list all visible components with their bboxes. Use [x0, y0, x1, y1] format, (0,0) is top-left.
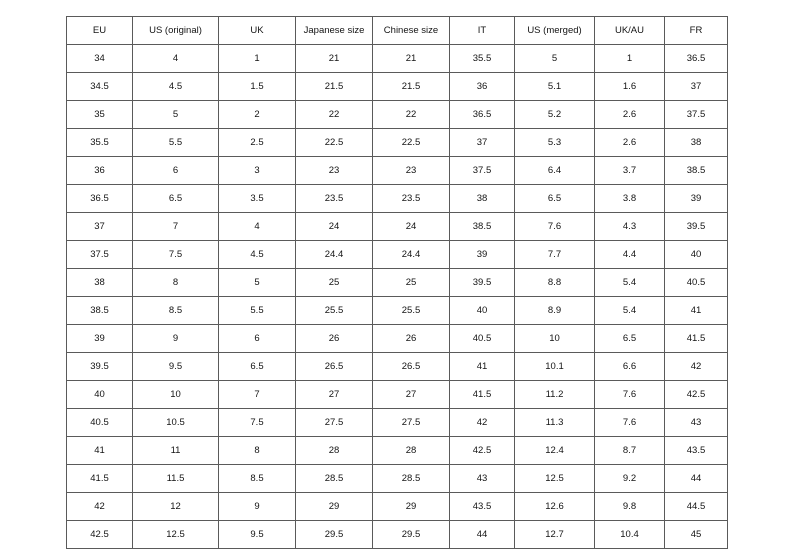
table-cell: 38.5 — [450, 213, 515, 241]
table-cell: 12.6 — [515, 493, 595, 521]
table-cell: 34.5 — [67, 73, 133, 101]
table-row — [67, 325, 728, 353]
table-row — [67, 129, 728, 157]
table-cell: 43.5 — [450, 493, 515, 521]
table-row — [67, 45, 728, 73]
table-cell: 1.6 — [595, 73, 665, 101]
table-cell: 40.5 — [665, 269, 728, 297]
table-cell: 29 — [296, 493, 373, 521]
table-cell: 1.5 — [219, 73, 296, 101]
table-cell: 12.5 — [133, 521, 219, 549]
table-cell: 41 — [67, 437, 133, 465]
table-cell: 41.5 — [450, 381, 515, 409]
table-cell: 43 — [450, 465, 515, 493]
table-cell: 36 — [450, 73, 515, 101]
table-cell: 6.5 — [219, 353, 296, 381]
table-cell: 5.1 — [515, 73, 595, 101]
table-cell: 23.5 — [373, 185, 450, 213]
table-cell: 22 — [296, 101, 373, 129]
table-cell: 9.5 — [133, 353, 219, 381]
table-cell: 9.2 — [595, 465, 665, 493]
table-cell: 8 — [133, 269, 219, 297]
table-cell: 44.5 — [665, 493, 728, 521]
table-cell: 22.5 — [296, 129, 373, 157]
table-cell: 8 — [219, 437, 296, 465]
table-cell: 29.5 — [296, 521, 373, 549]
table-cell: 2 — [219, 101, 296, 129]
table-cell: 42 — [665, 353, 728, 381]
table-cell: 41 — [450, 353, 515, 381]
table-row — [67, 213, 728, 241]
table-cell: 42.5 — [665, 381, 728, 409]
column-header: US (merged) — [515, 17, 595, 45]
table-cell: 34 — [67, 45, 133, 73]
table-cell: 25.5 — [296, 297, 373, 325]
table-cell: 5 — [219, 269, 296, 297]
table-cell: 4.3 — [595, 213, 665, 241]
table-row — [67, 101, 728, 129]
table-cell: 44 — [450, 521, 515, 549]
table-cell: 40.5 — [67, 409, 133, 437]
table-cell: 12.4 — [515, 437, 595, 465]
table-cell: 7.6 — [595, 381, 665, 409]
table-cell: 28 — [373, 437, 450, 465]
table-cell: 43 — [665, 409, 728, 437]
table-cell: 8.5 — [219, 465, 296, 493]
table-cell: 37 — [665, 73, 728, 101]
table-row — [67, 465, 728, 493]
table-cell: 24 — [296, 213, 373, 241]
table-cell: 4 — [219, 213, 296, 241]
table-cell: 1 — [595, 45, 665, 73]
table-cell: 10.1 — [515, 353, 595, 381]
table-cell: 38 — [67, 269, 133, 297]
table-row — [67, 437, 728, 465]
table-cell: 4.5 — [133, 73, 219, 101]
table-cell: 35 — [67, 101, 133, 129]
table-cell: 27 — [296, 381, 373, 409]
table-cell: 28 — [296, 437, 373, 465]
table-cell: 40 — [665, 241, 728, 269]
table-cell: 1 — [219, 45, 296, 73]
table-cell: 11.2 — [515, 381, 595, 409]
table-row — [67, 381, 728, 409]
table-cell: 37.5 — [67, 241, 133, 269]
table-cell: 5.4 — [595, 269, 665, 297]
table-cell: 39 — [450, 241, 515, 269]
table-cell: 35.5 — [67, 129, 133, 157]
table-cell: 42 — [67, 493, 133, 521]
table-cell: 38.5 — [67, 297, 133, 325]
table-cell: 5 — [515, 45, 595, 73]
table-cell: 25 — [373, 269, 450, 297]
table-row — [67, 157, 728, 185]
table-cell: 43.5 — [665, 437, 728, 465]
table-cell: 23.5 — [296, 185, 373, 213]
table-cell: 21.5 — [373, 73, 450, 101]
table-cell: 24.4 — [296, 241, 373, 269]
table-cell: 7.5 — [133, 241, 219, 269]
table-cell: 3.5 — [219, 185, 296, 213]
table-cell: 21 — [296, 45, 373, 73]
table-cell: 11 — [133, 437, 219, 465]
table-cell: 27 — [373, 381, 450, 409]
table-cell: 45 — [665, 521, 728, 549]
table-cell: 26.5 — [373, 353, 450, 381]
table-row — [67, 409, 728, 437]
table-cell: 5.5 — [133, 129, 219, 157]
table-cell: 8.8 — [515, 269, 595, 297]
table-cell: 8.7 — [595, 437, 665, 465]
table-cell: 9 — [133, 325, 219, 353]
table-cell: 40.5 — [450, 325, 515, 353]
table-cell: 6.5 — [515, 185, 595, 213]
table-cell: 24.4 — [373, 241, 450, 269]
table-cell: 11.3 — [515, 409, 595, 437]
table-cell: 38 — [450, 185, 515, 213]
table-cell: 4 — [133, 45, 219, 73]
table-cell: 36.5 — [450, 101, 515, 129]
table-header-row — [67, 17, 728, 45]
table-header — [67, 17, 728, 45]
table-cell: 11.5 — [133, 465, 219, 493]
table-cell: 38.5 — [665, 157, 728, 185]
table-cell: 10.4 — [595, 521, 665, 549]
table-cell: 22 — [373, 101, 450, 129]
table-cell: 6 — [133, 157, 219, 185]
table-cell: 26 — [373, 325, 450, 353]
table-cell: 39.5 — [450, 269, 515, 297]
table-cell: 38 — [665, 129, 728, 157]
column-header: UK — [219, 17, 296, 45]
column-header: US (original) — [133, 17, 219, 45]
table-cell: 2.6 — [595, 101, 665, 129]
table-cell: 42.5 — [450, 437, 515, 465]
table-cell: 39 — [665, 185, 728, 213]
table-cell: 37.5 — [665, 101, 728, 129]
column-header: UK/AU — [595, 17, 665, 45]
table-cell: 10 — [515, 325, 595, 353]
table-cell: 42 — [450, 409, 515, 437]
table-cell: 5.5 — [219, 297, 296, 325]
table-cell: 6.6 — [595, 353, 665, 381]
table-row — [67, 493, 728, 521]
table-cell: 39.5 — [665, 213, 728, 241]
table-cell: 7.6 — [515, 213, 595, 241]
table-cell: 36.5 — [665, 45, 728, 73]
table-cell: 40 — [67, 381, 133, 409]
table-cell: 3.7 — [595, 157, 665, 185]
table-cell: 12 — [133, 493, 219, 521]
table-cell: 6.4 — [515, 157, 595, 185]
table-cell: 8.5 — [133, 297, 219, 325]
table-cell: 28.5 — [373, 465, 450, 493]
table-cell: 21.5 — [296, 73, 373, 101]
table-cell: 44 — [665, 465, 728, 493]
column-header: EU — [67, 17, 133, 45]
table-cell: 6.5 — [133, 185, 219, 213]
table-cell: 2.6 — [595, 129, 665, 157]
table-cell: 41.5 — [665, 325, 728, 353]
table-cell: 10.5 — [133, 409, 219, 437]
table-cell: 22.5 — [373, 129, 450, 157]
table-cell: 5.4 — [595, 297, 665, 325]
column-header: Chinese size — [373, 17, 450, 45]
column-header: IT — [450, 17, 515, 45]
table-row — [67, 73, 728, 101]
table-row — [67, 521, 728, 549]
table-row — [67, 269, 728, 297]
table-cell: 26.5 — [296, 353, 373, 381]
table-cell: 7.6 — [595, 409, 665, 437]
table-cell: 28.5 — [296, 465, 373, 493]
table-row — [67, 297, 728, 325]
shoe-size-conversion-table — [66, 16, 728, 549]
table-cell: 37.5 — [450, 157, 515, 185]
table-cell: 10 — [133, 381, 219, 409]
table-cell: 7 — [133, 213, 219, 241]
table-cell: 5 — [133, 101, 219, 129]
table-cell: 29 — [373, 493, 450, 521]
table-cell: 8.9 — [515, 297, 595, 325]
table-cell: 41 — [665, 297, 728, 325]
table-cell: 7.5 — [219, 409, 296, 437]
table-cell: 29.5 — [373, 521, 450, 549]
table-cell: 2.5 — [219, 129, 296, 157]
table-cell: 36.5 — [67, 185, 133, 213]
table-cell: 26 — [296, 325, 373, 353]
table-row — [67, 353, 728, 381]
table-cell: 40 — [450, 297, 515, 325]
table-cell: 9 — [219, 493, 296, 521]
table-row — [67, 241, 728, 269]
table-cell: 39 — [67, 325, 133, 353]
table-cell: 35.5 — [450, 45, 515, 73]
table-cell: 3.8 — [595, 185, 665, 213]
table-cell: 23 — [373, 157, 450, 185]
table-row — [67, 185, 728, 213]
table-cell: 27.5 — [373, 409, 450, 437]
table-cell: 41.5 — [67, 465, 133, 493]
table-cell: 23 — [296, 157, 373, 185]
table-cell: 36 — [67, 157, 133, 185]
table-cell: 27.5 — [296, 409, 373, 437]
table-cell: 9.8 — [595, 493, 665, 521]
table-cell: 39.5 — [67, 353, 133, 381]
table-cell: 25.5 — [373, 297, 450, 325]
table-cell: 6 — [219, 325, 296, 353]
table-cell: 7 — [219, 381, 296, 409]
table-cell: 12.5 — [515, 465, 595, 493]
table-cell: 4.4 — [595, 241, 665, 269]
table-cell: 42.5 — [67, 521, 133, 549]
column-header: Japanese size — [296, 17, 373, 45]
table-cell: 12.7 — [515, 521, 595, 549]
table-cell: 4.5 — [219, 241, 296, 269]
table-cell: 3 — [219, 157, 296, 185]
table-body — [67, 45, 728, 549]
table-cell: 5.3 — [515, 129, 595, 157]
table-cell: 7.7 — [515, 241, 595, 269]
table-cell: 21 — [373, 45, 450, 73]
table-cell: 24 — [373, 213, 450, 241]
table-cell: 5.2 — [515, 101, 595, 129]
table-cell: 9.5 — [219, 521, 296, 549]
column-header: FR — [665, 17, 728, 45]
table-cell: 37 — [450, 129, 515, 157]
table-cell: 25 — [296, 269, 373, 297]
table-cell: 37 — [67, 213, 133, 241]
table-cell: 6.5 — [595, 325, 665, 353]
